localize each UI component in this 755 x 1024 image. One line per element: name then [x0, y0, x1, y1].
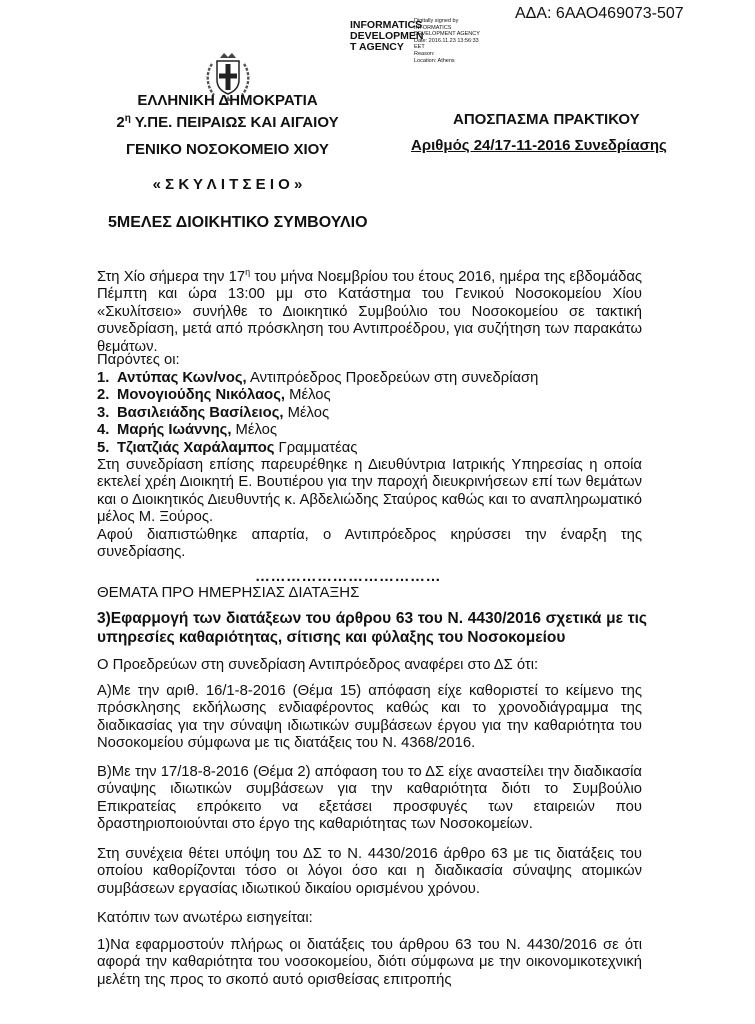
list-item: 3. Βασιλειάδης Βασίλειος, Μέλος	[97, 404, 330, 421]
paragraph: Ο Προεδρεύων στη συνεδρίαση Αντιπρόεδρος αναφέρει στο ΔΣ ότι:	[97, 657, 539, 673]
signature-line: Location: Athens	[414, 57, 455, 64]
header-state: ΕΛΛΗΝΙΚΗ ΔΗΜΟΚΡΑΤΙΑ	[137, 92, 318, 109]
paragraph: Στη συνέχεια θέτει υπόψη του ΔΣ το Ν. 4430/2016 άρθρο 63 με τις διατάξεις του οποίου καθορίζονται τόσο οι λόγοι όσο και η διαδικασία σύναψης ατομικών συμβάσεων εργασίας ιδιωτικού δικαίου ορισμένου χρόνου.	[97, 846, 642, 897]
paragraph: Α)Με την αριθ. 16/1-8-2016 (Θέμα 15) απόφαση είχε καθοριστεί το κείμενο της πρόσκλησης εκδήλωσης ενδιαφέροντος καθώς και το χρονοδιάγραμμα της διαδικασίας για την σύναψη ιδιωτικών συμβάσεων έργου για την καθαριότητα του Νοσοκομείου σύμφωνα με τις διατάξεις του Ν. 4368/2016.	[97, 683, 642, 752]
signature-line: Date: 2016.11.23 13:56:33	[414, 37, 479, 44]
list-item: 2. Μονογιούδης Νικόλαος, Μέλος	[97, 387, 331, 404]
present-label: Παρόντες οι:	[97, 352, 180, 368]
list-item: 5. Τζιατζιάς Χαράλαμπος Γραμματέας	[97, 439, 358, 456]
list-item: 1. Αντύπας Κων/νος, Αντιπρόεδρος Προεδρεύων στη συνεδρίαση	[97, 370, 539, 386]
signature-line: Digitally signed by	[414, 18, 459, 24]
intro-paragraph: Στη Χίο σήμερα την $17^\eta$ του μήνα Νοεμβρίου του έτους 2016, ημέρα της εβδομάδας Πέμπτη και ώρα 13:00 μμ στο Κατάστημα του Γενικού Νοσοκομείου Χίου «Σκυλίτσειο» συνήλθε το Διοικητικό Συμβούλιο του Νοσοκομείου σε τακτική συνεδρίαση, μετά από πρόσκληση του Αντιπροέδρου, για συζήτηση των παρακάτω θεμάτων.	[97, 267, 643, 355]
paragraph: Β)Με την 17/18-8-2016 (Θέμα 2) απόφαση του το ΔΣ είχε αναστείλει την διαδικασία σύναψης ιδιωτικών συμβάσεων για την καθαριότητα διότι το Συμβούλιο Επικρατείας επρόκειτο να εξετάσει προσφυγές των εταιρειών που δραστηριοποιούνται στο έργο της καθαριότητας των Νοσοκομείων.	[97, 764, 642, 833]
signature-line: INFORMATICS	[414, 24, 452, 31]
digital-signature	[350, 18, 510, 68]
quorum-paragraph: Αφού διαπιστώθηκε απαρτία, ο Αντιπρόεδρος κηρύσσει την έναρξη της συνεδρίασης.	[97, 527, 642, 561]
excerpt-title: ΑΠΟΣΠΑΣΜΑ ΠΡΑΚΤΙΚΟΥ	[453, 111, 640, 128]
signature-line: Reason:	[414, 50, 435, 57]
header-skylitseio: « Σ Κ Υ Λ Ι Τ Σ Ε Ι Ο »	[152, 176, 303, 193]
agenda-title: ΘΕΜΑΤΑ ΠΡΟ ΗΜΕΡΗΣΙΑΣ ΔΙΑΤΑΞΗΣ	[97, 584, 360, 601]
header-left	[90, 92, 365, 194]
topic-title: 3)Εφαρμογή των διατάξεων του άρθρου 63 του Ν. 4430/2016 σχετικά με τις υπηρεσίες καθαριότητας, σίτισης και φύλαξης του Νοσοκομείου	[97, 610, 647, 646]
header-region: $2^\eta$ Υ.ΠΕ. ΠΕΙΡΑΙΩΣ ΚΑΙ ΑΙΓΑΙΟΥ	[116, 113, 339, 131]
meeting-number: Αριθμός 24/17-11-2016 Συνεδρίασης	[411, 137, 667, 154]
paragraph: 1)Να εφαρμοστούν πλήρως οι διατάξεις του άρθρου 63 του Ν. 4430/2016 σε ότι αφορά την καθαριότητα του νοσοκομείου, διότι σύμφωνα με την οικονομικοτεχνική μελέτη της προς το σκοπό αυτό ορισθείσας επιτροπής	[97, 937, 642, 988]
ada-code: ΑΔΑ: 6ΑΑΟ469073-507	[515, 5, 684, 22]
signature-line: DEVELOPMENT AGENCY	[414, 31, 480, 38]
signature-name: INFORMATICS DEVELOPMEN T AGENCY	[350, 19, 424, 53]
header-hospital: ΓΕΝΙΚΟ ΝΟΣΟΚΟΜΕΙΟ ΧΙΟΥ	[126, 141, 329, 158]
members-list	[97, 370, 642, 457]
paragraph: Κατόπιν των ανωτέρω εισηγείται:	[97, 910, 313, 926]
attendance-paragraph: Στη συνεδρίαση επίσης παρευρέθηκε η Διευθύντρια Ιατρικής Υπηρεσίας η οποία εκτελεί χρέη Διοικητή Ε. Βουτιέρου για την παροχή διευκρινήσεων επί των θεμάτων και ο Διοικητικός Διευθυντής κ. Αβδελιώδης Σταύρος καθώς και το αναπληρωματικό μέλος Μ. Ξούρος.	[97, 457, 642, 526]
board-title: 5ΜΕΛΕΣ ΔΙΟΙΚΗΤΙΚΟ ΣΥΜΒΟΥΛΙΟ	[108, 214, 368, 231]
dots-separator: ………………………………	[255, 568, 441, 585]
list-item: 4. Μαρής Ιωάννης, Μέλος	[97, 422, 278, 439]
signature-line: EET	[414, 44, 425, 51]
signature-info	[414, 18, 510, 64]
